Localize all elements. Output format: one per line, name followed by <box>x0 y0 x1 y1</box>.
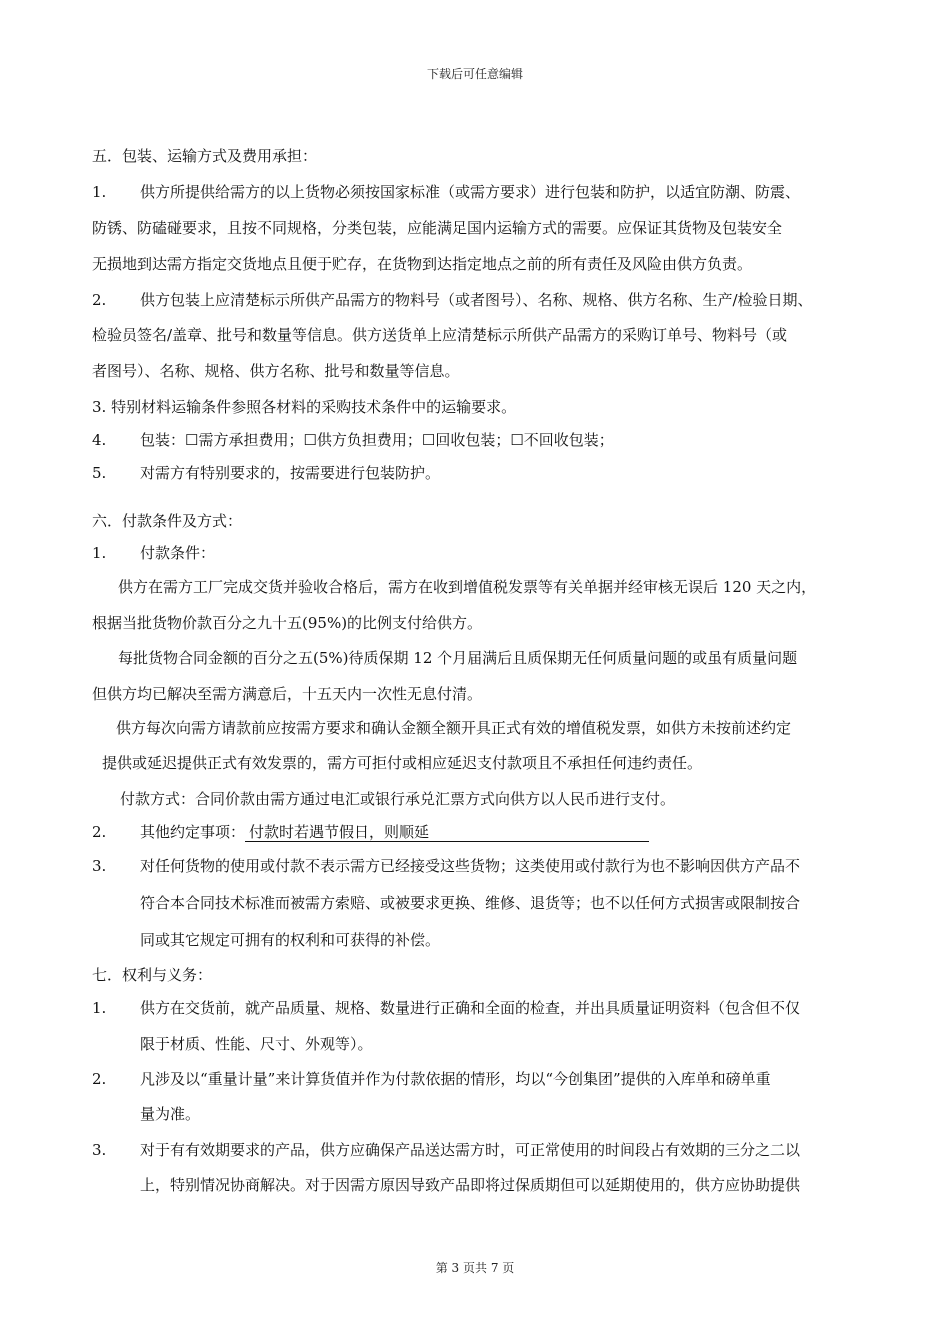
page-footer: 第 3 页共 7 页 <box>435 1261 515 1275</box>
paragraph-line: 供方在需方工厂完成交货并验收合格后，需方在收到增值税发票等有关单据并经审核无误后 120 天之内， <box>118 578 817 596</box>
paragraph-line <box>92 1069 771 1089</box>
item-number: 2. <box>92 823 107 841</box>
paragraph-line: 检验员签名/盖章、批号和数量等信息。供方送货单上应清楚标示所供产品需方的采购订单号、物料号（或 <box>92 326 788 344</box>
paragraph-line <box>92 998 800 1018</box>
paragraph-line: 根据当批货物价款百分之九十五(95%)的比例支付给供方。 <box>92 614 483 632</box>
paragraph-line: 量为准。 <box>140 1105 201 1123</box>
paragraph-line: 每批货物合同金额的百分之五(5%)待质保期 12 个月届满后且质保期无任何质量问题的或虽有质量问题 <box>118 649 798 667</box>
paragraph-line: 同或其它规定可拥有的权利和可获得的补偿。 <box>140 931 441 949</box>
line-text: 对任何货物的使用或付款不表示需方已经接受这些货物；这类使用或付款行为也不影响因供方产品不 <box>140 857 801 875</box>
item-number: 1. <box>92 183 107 201</box>
other-terms-line <box>92 822 649 842</box>
line-text: 包装：☐需方承担费用；☐供方负担费用；☐回收包装；☐不回收包装； <box>140 431 614 449</box>
line-text: 凡涉及以“重量计量”来计算货值并作为付款依据的情形，均以“今创集团”提供的入库单和磅单重 <box>140 1070 771 1088</box>
section-7-heading: 七．权利与义务： <box>92 966 213 984</box>
line-text: 供方包装上应清楚标示所供产品需方的物料号（或者图号）、名称、规格、供方名称、生产/检验日期、 <box>140 291 813 309</box>
paragraph-line: 供方每次向需方请款前应按需方要求和确认金额全额开具正式有效的增值税发票，如供方未按前述约定 <box>116 719 792 737</box>
line-text: 付款条件： <box>140 544 216 562</box>
filled-blank-field: 付款时若遇节假日，则顺延 <box>245 823 649 842</box>
line-text: 对于有有效期要求的产品，供方应确保产品送达需方时，可正常使用的时间段占有效期的三分之二以 <box>140 1141 801 1159</box>
line-text: 供方所提供给需方的以上货物必须按国家标准（或需方要求）进行包装和防护，以适宜防潮、防震、 <box>140 183 801 201</box>
item-number: 2. <box>92 1070 107 1088</box>
paragraph-line: 无损地到达需方指定交货地点且便于贮存，在货物到达指定地点之前的所有责任及风险由供方负责。 <box>92 255 753 273</box>
item-number: 1. <box>92 999 107 1017</box>
paragraph-line <box>92 1140 800 1160</box>
packaging-options <box>92 430 614 450</box>
line-text: 供方在交货前，就产品质量、规格、数量进行正确和全面的检查，并出具质量证明资料（包含但不仅 <box>140 999 801 1017</box>
paragraph-line: 防锈、防磕碰要求，且按不同规格，分类包装，应能满足国内运输方式的需要。应保证其货物及包装安全 <box>92 219 783 237</box>
paragraph-line <box>92 182 800 202</box>
item-number: 3. <box>92 857 107 875</box>
paragraph-line: 者图号）、名称、规格、供方名称、批号和数量等信息。 <box>92 362 460 380</box>
paragraph-line: 付款方式：合同价款由需方通过电汇或银行承兑汇票方式向供方以人民币进行支付。 <box>120 790 676 808</box>
section-5-heading: 五．包装、运输方式及费用承担： <box>92 147 318 165</box>
page-header: 下载后可任意编辑 <box>426 67 523 81</box>
item-number: 1. <box>92 544 107 562</box>
item-number: 2. <box>92 291 107 309</box>
item-number: 3. <box>92 1141 107 1159</box>
section-6-heading: 六．付款条件及方式： <box>92 512 243 530</box>
paragraph-line: 上，特别情况协商解决。对于因需方原因导致产品即将过保质期但可以延期使用的，供方应协助提供 <box>140 1176 801 1194</box>
paragraph-line: 3. 特别材料运输条件参照各材料的采购技术条件中的运输要求。 <box>92 398 517 416</box>
paragraph-line: 提供或延迟提供正式有效发票的，需方可拒付或相应延迟支付款项且不承担任何违约责任。 <box>102 754 703 772</box>
paragraph-line <box>92 290 813 310</box>
paragraph-line: 符合本合同技术标准而被需方索赔、或被要求更换、维修、退货等；也不以任何方式损害或限制按合 <box>140 894 801 912</box>
paragraph-line: 限于材质、性能、尺寸、外观等）。 <box>140 1035 373 1053</box>
item-number: 5. <box>92 464 107 482</box>
paragraph-line <box>92 543 215 563</box>
line-text: 其他约定事项： <box>140 823 246 841</box>
paragraph-line <box>92 856 800 876</box>
line-text: 对需方有特别要求的，按需要进行包装防护。 <box>140 464 441 482</box>
paragraph-line <box>92 463 440 483</box>
paragraph-line: 但供方均已解决至需方满意后，十五天内一次性无息付清。 <box>92 685 483 703</box>
item-number: 4. <box>92 431 107 449</box>
